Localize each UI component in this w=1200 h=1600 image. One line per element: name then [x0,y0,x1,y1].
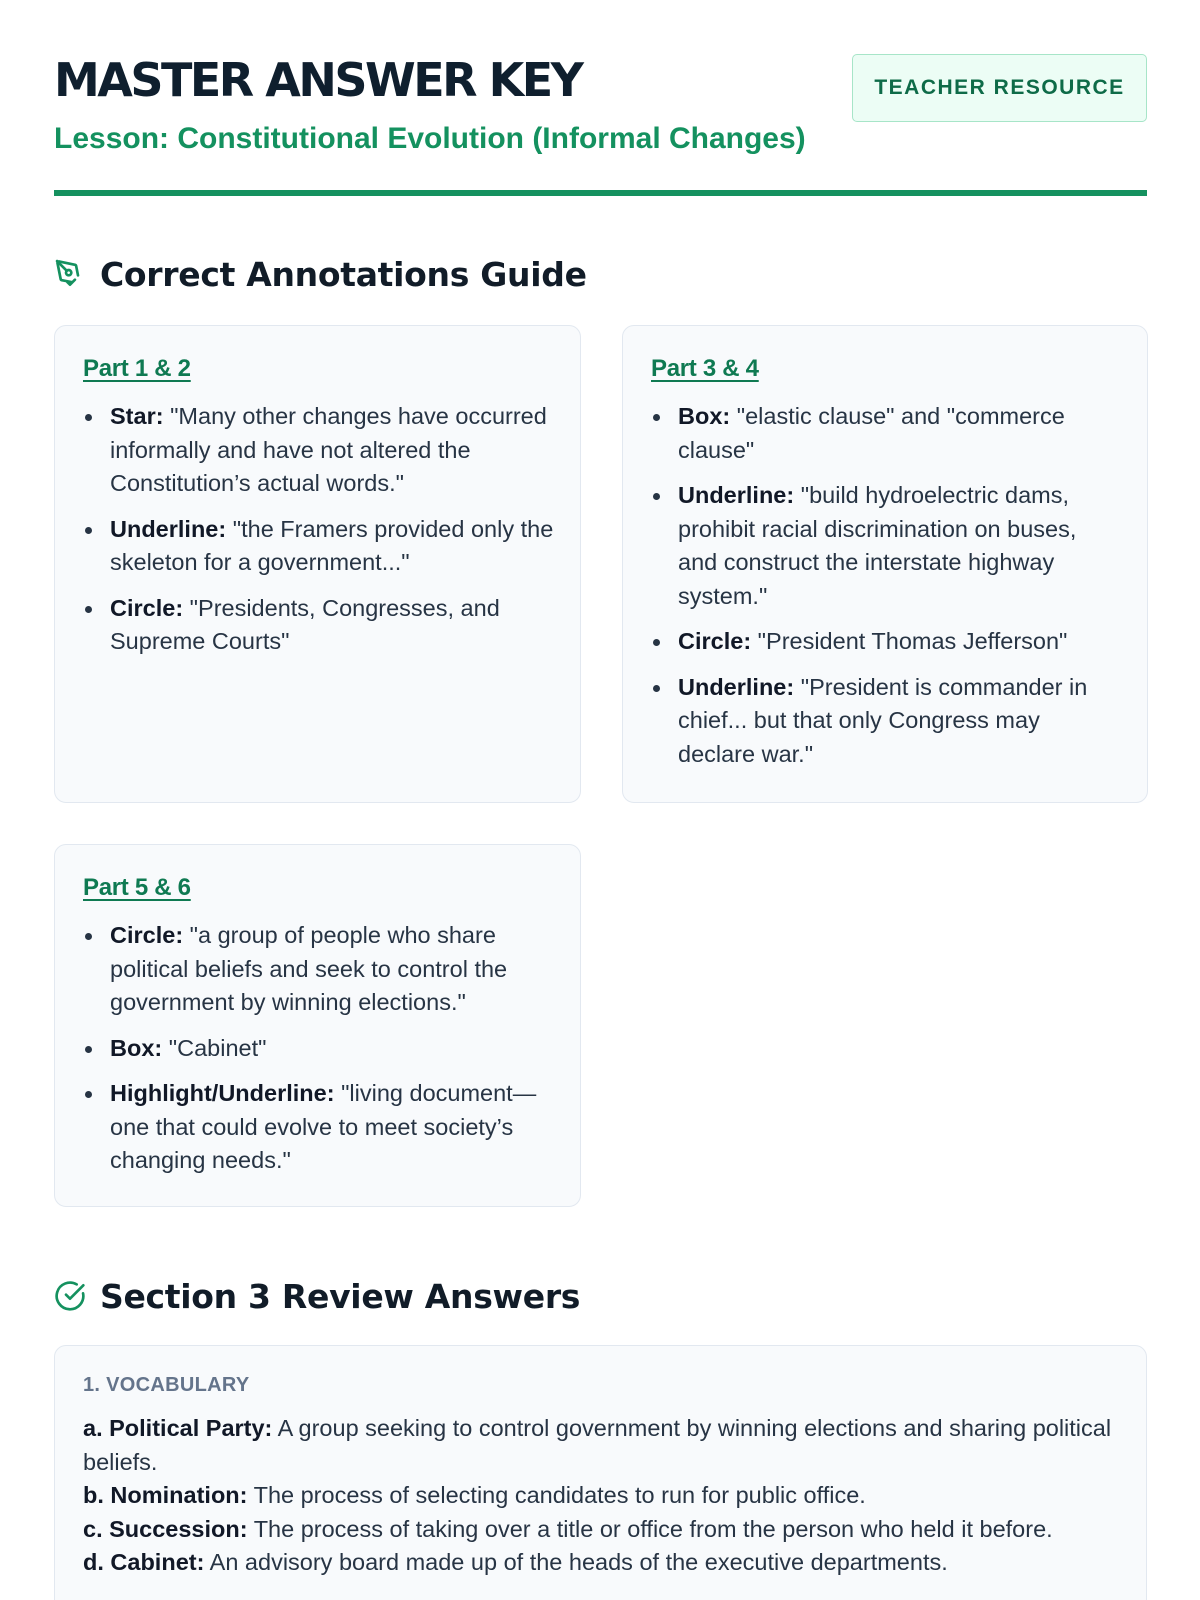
card-title: Part 5 & 6 [83,874,191,901]
list-item [83,919,554,1020]
annotation-type: Box: [678,403,731,429]
pen-tool-icon [54,258,86,290]
list-item [651,400,1121,467]
vocabulary-definition: The process of selecting candidates to run for public office. [253,1482,866,1508]
annotation-text: "elastic clause" and "commerce clause" [678,403,1065,463]
page-title: MASTER ANSWER KEY [54,53,582,107]
annotation-type: Underline: [110,515,227,542]
list-item [651,671,1121,772]
annotation-type: Box: [110,1034,163,1061]
vocabulary-term: d. Cabinet: [83,1549,205,1575]
vocabulary-answer [83,1479,1120,1513]
annotation-text: "President Thomas Jefferson" [757,628,1068,654]
document-header [54,52,1147,198]
annotation-type: Circle: [110,594,184,621]
annotation-text: "a group of people who share political beliefs and seek to control the government by winning elections." [110,922,508,1015]
list-item [651,479,1121,613]
card-title: Part 1 & 2 [83,355,191,382]
annotation-type: Underline: [678,482,795,508]
card-title: Part 3 & 4 [651,355,759,382]
annotation-text: "Presidents, Congresses, and Supreme Courts" [110,594,500,654]
annotation-type: Circle: [678,628,752,654]
vocabulary-term: a. Political Party: [83,1415,273,1441]
annotation-text: "build hydroelectric dams, prohibit racial discrimination on buses, and construct the interstate highway system." [678,482,1077,609]
list-item [83,592,554,659]
list-item [651,625,1121,659]
lesson-subtitle: Lesson: Constitutional Evolution (Informal Changes) [54,122,806,155]
vocabulary-kicker: 1. VOCABULARY [83,1374,250,1396]
annotation-text: "living document—one that could evolve to meet society’s changing needs." [110,1080,537,1173]
list-item [83,1077,554,1178]
review-section-heading [54,1276,580,1316]
vocabulary-answers-card [54,1345,1147,1600]
annotation-type: Star: [110,403,164,429]
annotation-card-part-1-2 [54,325,581,803]
annotation-text: "Cabinet" [168,1034,267,1061]
teacher-resource-badge: TEACHER RESOURCE [852,54,1147,122]
vocabulary-answer [83,1546,1120,1580]
annotation-type: Circle: [110,922,184,948]
annotation-text: "President is commander in chief... but that only Congress may declare war." [678,673,1088,767]
review-heading-text: Section 3 Review Answers [100,1276,581,1316]
annotation-card-part-3-4 [622,325,1148,803]
annotation-list [651,400,1121,771]
list-item [83,1032,554,1066]
vocabulary-term: c. Succession: [83,1515,248,1542]
vocabulary-definition: The process of taking over a title or office from the person who held it before. [253,1515,1053,1542]
annotation-card-part-5-6 [54,844,581,1207]
annotations-section-heading [54,254,587,294]
vocabulary-term: b. Nomination: [83,1482,248,1508]
vocabulary-answer [83,1412,1120,1479]
check-circle-icon [54,1280,86,1312]
vocabulary-definition: A group seeking to control government by winning elections and sharing political beliefs. [83,1415,1112,1475]
list-item [83,400,554,501]
annotation-list [83,919,554,1178]
header-divider [54,190,1147,196]
annotation-text: "Many other changes have occurred informally and have not altered the Constitution’s actual words." [110,403,547,496]
annotation-type: Highlight/Underline: [110,1080,335,1106]
annotation-text: "the Framers provided only the skeleton for a government..." [110,515,554,575]
annotation-type: Underline: [678,673,795,700]
annotations-heading-text: Correct Annotations Guide [100,254,587,294]
list-item [83,513,554,580]
vocabulary-definition: An advisory board made up of the heads of the executive departments. [209,1549,948,1575]
vocabulary-answer [83,1513,1120,1547]
annotation-list [83,400,554,659]
